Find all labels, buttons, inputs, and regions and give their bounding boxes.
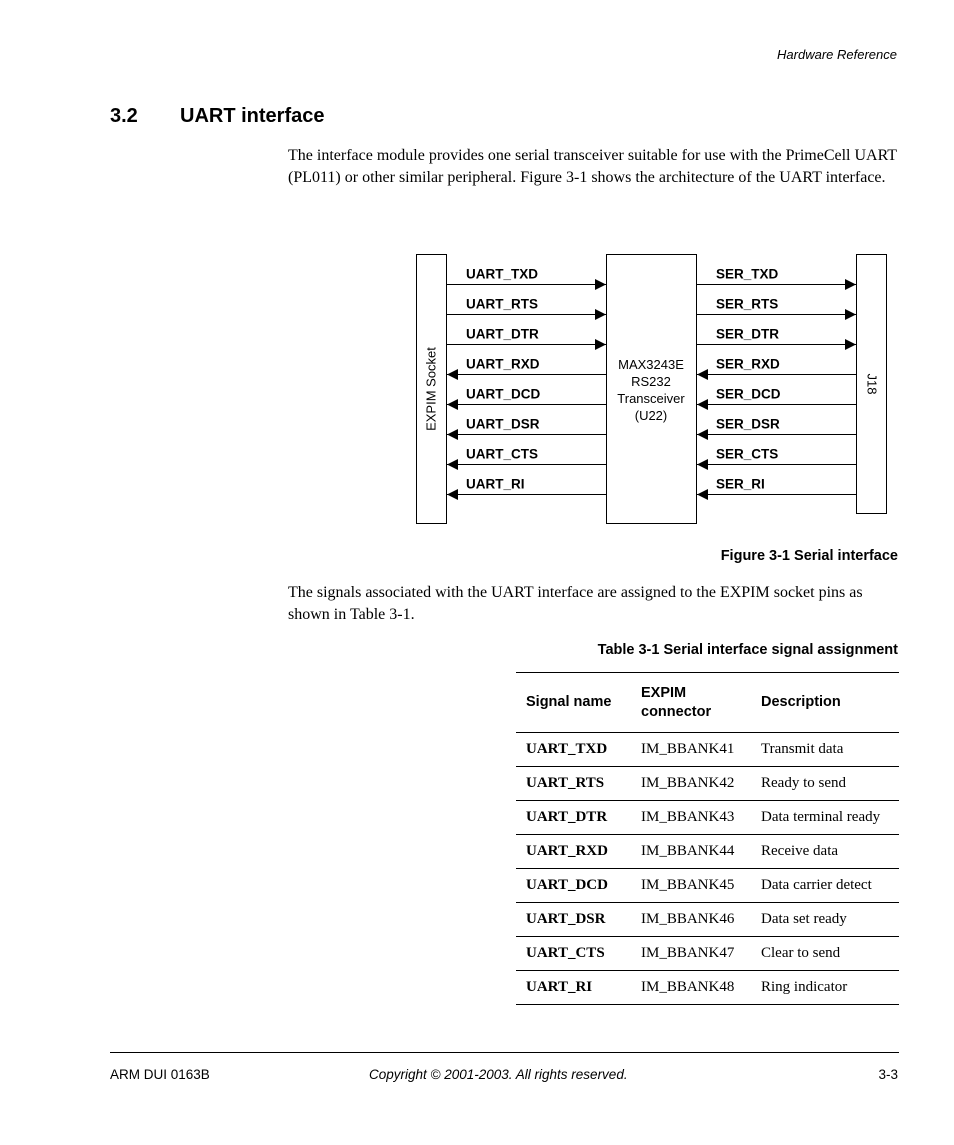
ser-signal-label: SER_DCD	[716, 386, 781, 402]
transceiver-box	[607, 255, 697, 524]
footer-rule	[110, 1052, 899, 1053]
figure-caption: Figure 3-1 Serial interface	[720, 548, 898, 564]
pin-cell: IM_BBANK41	[631, 733, 751, 767]
j18-label: J18	[864, 373, 880, 395]
uart-signal-label: UART_DCD	[466, 386, 541, 402]
transceiver-label-line3: Transceiver	[617, 391, 685, 406]
ser-signal-label: SER_TXD	[716, 266, 779, 282]
ser-signal-label: SER_DTR	[716, 326, 780, 342]
table-header-row	[516, 673, 899, 733]
table-row	[516, 835, 899, 869]
header-expim-line2: connector	[641, 703, 712, 720]
serial-interface-diagram	[0, 0, 954, 560]
signal-name-cell: UART_DCD	[516, 869, 631, 903]
uart-signal-label: UART_RI	[466, 476, 525, 492]
transceiver-label-line2: RS232	[631, 374, 671, 389]
signal-name-cell: UART_DSR	[516, 903, 631, 937]
uart-signal-label: UART_DTR	[466, 326, 539, 342]
section-title: UART interface	[180, 105, 325, 127]
uart-signal-label: UART_RXD	[466, 356, 540, 372]
table-row	[516, 801, 899, 835]
transceiver-label-line1: MAX3243E	[618, 357, 684, 372]
pin-cell: IM_BBANK43	[631, 801, 751, 835]
ser-signal-label: SER_RXD	[716, 356, 780, 372]
description-cell: Receive data	[751, 835, 899, 869]
expim-socket-label: EXPIM Socket	[423, 347, 439, 431]
signal-name-cell: UART_CTS	[516, 937, 631, 971]
table-row	[516, 903, 899, 937]
uart-signal-label: UART_DSR	[466, 416, 540, 432]
uart-signal-label: UART_TXD	[466, 266, 539, 282]
footer-copyright: Copyright © 2001-2003. All rights reserved.	[369, 1067, 628, 1082]
signal-name-cell: UART_RI	[516, 971, 631, 1005]
description-cell: Ready to send	[751, 767, 899, 801]
description-cell: Clear to send	[751, 937, 899, 971]
uart-signal-label: UART_RTS	[466, 296, 539, 312]
ser-signal-label: SER_RI	[716, 476, 765, 492]
pin-cell: IM_BBANK42	[631, 767, 751, 801]
description-cell: Transmit data	[751, 733, 899, 767]
pin-cell: IM_BBANK46	[631, 903, 751, 937]
pin-cell: IM_BBANK47	[631, 937, 751, 971]
description-cell: Data set ready	[751, 903, 899, 937]
description-cell: Ring indicator	[751, 971, 899, 1005]
uart-signal-label: UART_CTS	[466, 446, 539, 462]
pin-cell: IM_BBANK44	[631, 835, 751, 869]
signals-paragraph: The signals associated with the UART interface are assigned to the EXPIM socket pins as shown in Table 3-1.	[288, 584, 863, 623]
pin-cell: IM_BBANK48	[631, 971, 751, 1005]
ser-signal-label: SER_RTS	[716, 296, 779, 312]
header-expim-line1: EXPIM	[641, 684, 687, 701]
footer-page-number: 3-3	[878, 1067, 898, 1082]
section-number: 3.2	[110, 105, 138, 127]
signal-assignment-table	[516, 672, 899, 1005]
table-row	[516, 869, 899, 903]
ser-signal-label: SER_DSR	[716, 416, 780, 432]
running-header: Hardware Reference	[777, 47, 897, 62]
description-cell: Data terminal ready	[751, 801, 899, 835]
description-cell: Data carrier detect	[751, 869, 899, 903]
transceiver-label-line4: (U22)	[634, 408, 668, 423]
signal-name-cell: UART_TXD	[516, 733, 631, 767]
header-description: Description	[751, 673, 899, 733]
table-row	[516, 767, 899, 801]
signal-name-cell: UART_RTS	[516, 767, 631, 801]
pin-cell: IM_BBANK45	[631, 869, 751, 903]
table-caption: Table 3-1 Serial interface signal assignment	[597, 642, 898, 658]
table-row	[516, 971, 899, 1005]
footer-document-id: ARM DUI 0163B	[110, 1067, 210, 1082]
table-row	[516, 733, 899, 767]
table-row	[516, 937, 899, 971]
header-expim-connector	[631, 673, 751, 733]
signal-name-cell: UART_RXD	[516, 835, 631, 869]
intro-paragraph: The interface module provides one serial transceiver suitable for use with the PrimeCell UART (PL011) or other similar peripheral. Figure 3-1 shows the architecture of the UART interface.	[288, 147, 897, 186]
header-signal-name: Signal name	[516, 673, 631, 733]
ser-signal-label: SER_CTS	[716, 446, 779, 462]
signal-name-cell: UART_DTR	[516, 801, 631, 835]
